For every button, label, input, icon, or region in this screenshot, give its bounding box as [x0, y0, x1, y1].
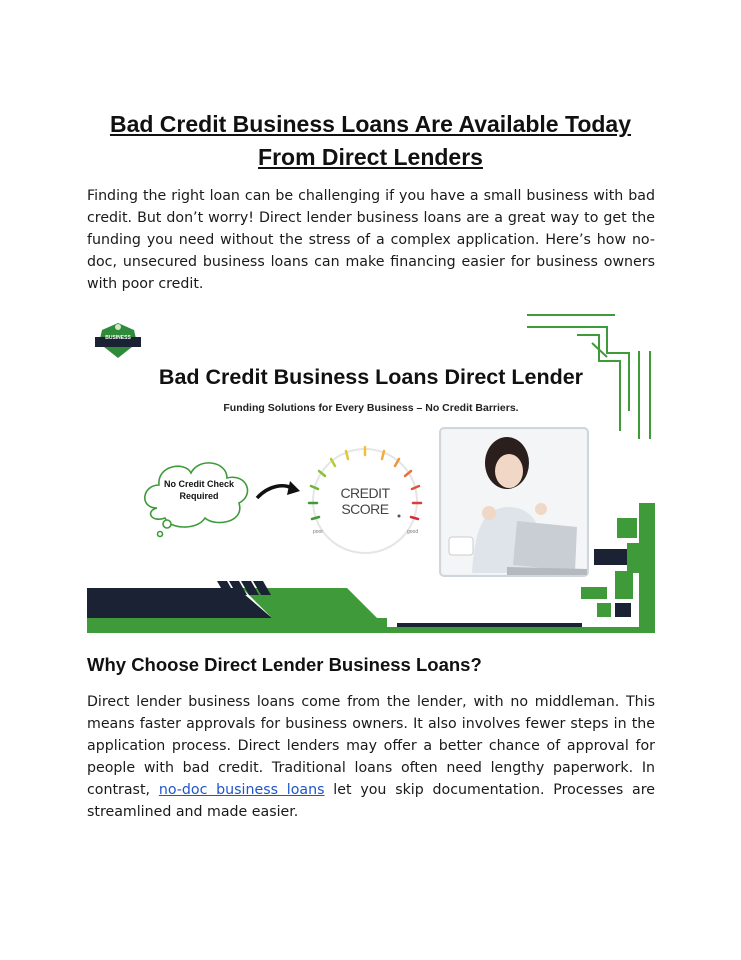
- gauge-line-1: CREDIT: [340, 485, 390, 501]
- section-paragraph: [87, 691, 655, 823]
- banner-subtitle: Funding Solutions for Every Business – No Credit Barriers.: [223, 402, 519, 414]
- banner-title: Bad Credit Business Loans Direct Lender: [158, 365, 584, 389]
- cloud-line-1: No Credit Check: [163, 479, 234, 489]
- section-text-1: Direct lender business loans come from the lender, with no middleman. This means faster approvals for business owners. It also involves fewer steps in the application process. Direct lenders may offer a better chance of approval for people with bad credit. Traditional loans often need lengthy paperwork. In contrast,: [87, 694, 655, 798]
- cloud-line-2: Required: [179, 491, 219, 501]
- gauge-high-label: good: [407, 529, 419, 535]
- gauge-line-2: SCORE: [341, 501, 389, 517]
- section-heading: Why Choose Direct Lender Business Loans?: [87, 654, 482, 675]
- cloud-label: [149, 478, 249, 502]
- block-decoration: [581, 503, 655, 633]
- section-text-2: let you skip documentation. Processes are streamlined and made easier.: [87, 782, 655, 820]
- bottom-stripes-decoration: [87, 581, 655, 633]
- banner-graphics: [87, 313, 655, 633]
- banner-image: [87, 313, 655, 633]
- gauge-low-label: poor: [313, 529, 324, 535]
- title-line-1: Bad Credit Business Loans Are Available Today: [109, 111, 632, 137]
- woman-laptop-photo: [440, 428, 588, 576]
- intro-paragraph: Finding the right loan can be challenging if you have a small business with bad credit. But don’t worry! Direct lender business loans are a great way to get the funding you need without the stress of a complex application. Here’s how no-doc, unsecured business loans can make financing easier for business owners with poor credit.: [87, 188, 655, 292]
- title-line-2: From Direct Lenders: [258, 144, 483, 170]
- logo-text: BUSINESS: [105, 335, 131, 341]
- no-doc-loans-link[interactable]: no-doc business loans: [158, 782, 325, 798]
- page-title: [60, 108, 681, 174]
- arrow-right-icon: [257, 481, 300, 498]
- gauge-label: [335, 485, 395, 517]
